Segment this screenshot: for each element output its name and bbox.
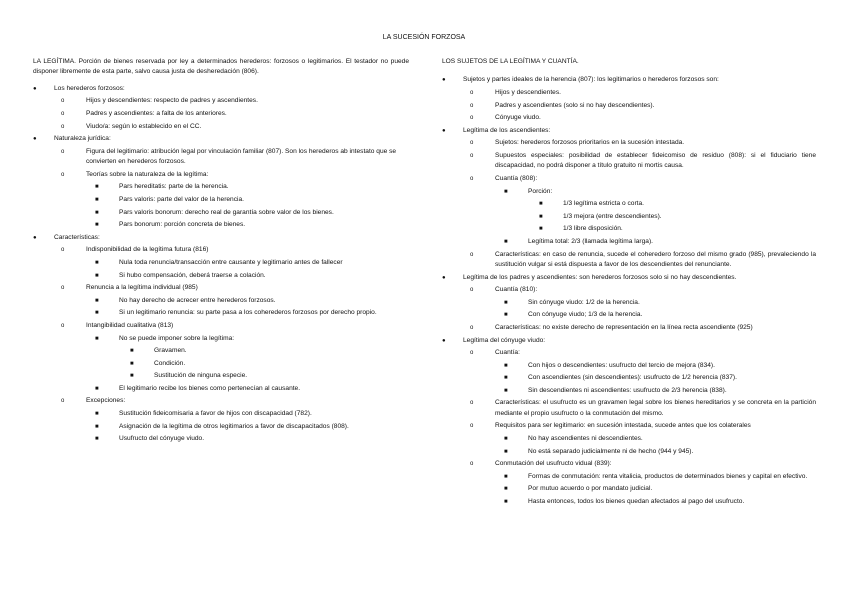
bullet-square-icon: ■: [95, 259, 99, 266]
bullet-square-icon: ■: [95, 335, 99, 342]
list-item: ■ Sustitución fideicomisaria a favor de hijos con discapacidad (782).: [33, 409, 409, 419]
left-outline: [33, 84, 409, 445]
bullet-dot-icon: ●: [442, 274, 446, 281]
list-item: ■ Porción:: [442, 187, 816, 197]
list-item: ■ Con ascendientes (sin descendientes): usufructo de 1/2 herencia (837).: [442, 373, 816, 383]
list-item: ● Legítima del cónyuge viudo:: [442, 336, 816, 346]
list-item: ■ Pars valoris: parte del valor de la herencia.: [33, 195, 409, 205]
list-item: ■ Con hijos o descendientes: usufructo del tercio de mejora (834).: [442, 361, 816, 371]
bullet-square-icon: ■: [504, 375, 508, 382]
bullet-circle-icon: o: [470, 102, 474, 109]
bullet-square-icon: ■: [539, 201, 543, 208]
list-item: ■ No hay derecho de acrecer entre herederos forzosos.: [33, 296, 409, 306]
list-item: o Viudo/a: según lo establecido en el CC.: [33, 122, 409, 132]
bullet-dot-icon: ●: [33, 85, 37, 92]
list-item: ■ Hasta entonces, todos los bienes quedan afectados al pago del usufructo.: [442, 497, 816, 507]
bullet-dot-icon: ●: [442, 127, 446, 134]
bullet-square-icon: ■: [95, 385, 99, 392]
bullet-square-icon: ■: [95, 272, 99, 279]
bullet-circle-icon: o: [470, 152, 474, 159]
list-item: o Características: en caso de renuncia, sucede el coheredero forzoso del mismo grado (985), prevaleciendo la sustitución vulgar si está dispuesta a favor de los descendientes del renunciante.: [470, 250, 816, 268]
bullet-circle-icon: o: [61, 148, 65, 155]
right-outline: [442, 75, 816, 507]
list-item: ● Legítima de los ascendientes:: [442, 126, 816, 136]
list-item: o Intangibilidad cualitativa (813): [33, 321, 409, 331]
bullet-dot-icon: ●: [442, 77, 446, 84]
list-item: o Padres y ascendientes (solo si no hay descendientes).: [442, 101, 816, 111]
bullet-square-icon: ■: [504, 499, 508, 506]
list-item: ■ Si un legitimario renuncia: su parte pasa a los coherederos forzosos por derecho propio.: [33, 308, 409, 318]
bullet-square-icon: ■: [504, 362, 508, 369]
list-item: ■ No hay ascendientes ni descendientes.: [442, 434, 816, 444]
list-item: ■ 1/3 mejora (entre descendientes).: [442, 212, 816, 222]
list-item: o Cuantía (810):: [442, 285, 816, 295]
bullet-square-icon: ■: [539, 226, 543, 233]
bullet-circle-icon: o: [61, 398, 65, 405]
bullet-circle-icon: o: [470, 115, 474, 122]
list-item: ■ No se puede imponer sobre la legítima:: [33, 334, 409, 344]
bullet-square-icon: ■: [504, 387, 508, 394]
bullet-square-icon: ■: [95, 297, 99, 304]
bullet-circle-icon: o: [470, 461, 474, 468]
list-item: ■ Sin descendientes ni ascendientes: usufructo de 2/3 herencia (838).: [442, 386, 816, 396]
list-item: o Cuantía:: [442, 348, 816, 358]
list-item: o Cónyuge viudo.: [442, 113, 816, 123]
bullet-circle-icon: o: [470, 287, 474, 294]
list-item: ■ Pars hereditatis: parte de la herencia.: [33, 182, 409, 192]
bullet-square-icon: ■: [504, 188, 508, 195]
list-item: o Indisponibilidad de la legítima futura (816): [33, 245, 409, 255]
bullet-circle-icon: o: [61, 247, 65, 254]
bullet-circle-icon: o: [61, 322, 65, 329]
section-heading: LOS SUJETOS DE LA LEGÍTIMA Y CUANTÍA.: [442, 58, 579, 65]
list-item: ■ Gravamen.: [33, 346, 409, 356]
list-item: ■ Pars bonorum: porción concreta de bienes.: [33, 220, 409, 230]
list-item: ■ Usufructo del cónyuge viudo.: [33, 434, 409, 444]
bullet-circle-icon: o: [61, 171, 65, 178]
bullet-square-icon: ■: [95, 184, 99, 191]
list-item: ● Características:: [33, 233, 409, 243]
bullet-square-icon: ■: [95, 411, 99, 418]
bullet-dot-icon: ●: [33, 234, 37, 241]
list-item: ■ El legitimario recibe los bienes como pertenecían al causante.: [33, 384, 409, 394]
list-item: o Teorías sobre la naturaleza de la legítima:: [33, 170, 409, 180]
bullet-square-icon: ■: [504, 448, 508, 455]
bullet-dot-icon: ●: [33, 136, 37, 143]
bullet-circle-icon: o: [470, 140, 474, 147]
bullet-square-icon: ■: [130, 373, 134, 380]
bullet-square-icon: ■: [130, 360, 134, 367]
list-item: ● Legítima de los padres y ascendientes: son herederos forzosos solo si no hay descendientes.: [442, 273, 816, 283]
list-item: ■ Sustitución de ninguna especie.: [33, 371, 409, 381]
bullet-square-icon: ■: [504, 312, 508, 319]
legitima-intro: LA LEGÍTIMA. Porción de bienes reservada por ley a determinados herederos: forzosos o legitimarios. El testador no puede disponer libremente de esta parte, salvo causa justa de desheredación (806).: [33, 58, 409, 76]
bullet-circle-icon: o: [470, 324, 474, 331]
list-item: o Figura del legitimario: atribución legal por vinculación familiar (807). Son los herederos ab intestato que se convierten en herederos forzosos.: [61, 147, 397, 166]
bullet-circle-icon: o: [470, 175, 474, 182]
list-item: ■ Sin cónyuge viudo: 1/2 de la herencia.: [442, 298, 816, 308]
list-item: o Cuantía (808):: [442, 174, 816, 184]
list-item: o Renuncia a la legítima individual (985): [33, 283, 409, 293]
bullet-square-icon: ■: [95, 222, 99, 229]
bullet-dot-icon: ●: [442, 337, 446, 344]
list-item: ■ Nula toda renuncia/transacción entre causante y legitimario antes de fallecer: [33, 258, 409, 268]
list-item: ■ Condición.: [33, 359, 409, 369]
bullet-square-icon: ■: [130, 348, 134, 355]
bullet-square-icon: ■: [95, 209, 99, 216]
document-title: LA SUCESIÓN FORZOSA: [382, 34, 466, 41]
bullet-square-icon: ■: [504, 486, 508, 493]
bullet-square-icon: ■: [95, 196, 99, 203]
list-item: o Conmutación del usufructo vidual (839):: [442, 459, 816, 469]
right-column: [442, 57, 816, 510]
left-column: [33, 57, 409, 447]
bullet-circle-icon: o: [470, 350, 474, 357]
bullet-square-icon: ■: [539, 213, 543, 220]
list-item: ● Naturaleza jurídica:: [33, 134, 409, 144]
list-item: o Hijos y descendientes: respecto de padres y ascendientes.: [33, 96, 409, 106]
bullet-square-icon: ■: [95, 423, 99, 430]
list-item: ■ No está separado judicialmente ni de hecho (944 y 945).: [442, 447, 816, 457]
list-item: o Características: el usufructo es un gravamen legal sobre los bienes hereditarios y se concreta en la partición mediante el propio usufructo o la conmutación del mismo.: [470, 399, 816, 417]
list-item: o Padres y ascendientes: a falta de los anteriores.: [33, 109, 409, 119]
list-item: ■ Formas de conmutación: renta vitalicia, productos de determinados bienes y capital en efectivo.: [442, 472, 816, 482]
list-item: ■ Por mutuo acuerdo o por mandato judicial.: [442, 484, 816, 494]
list-item: ● Los herederos forzosos:: [33, 84, 409, 94]
list-item: o Excepciones:: [33, 396, 409, 406]
list-item: ■ Asignación de la legítima de otros legitimarios a favor de discapacitados (808).: [33, 422, 409, 432]
list-item: ■ Legítima total: 2/3 (llamada legítima larga).: [442, 237, 816, 247]
bullet-square-icon: ■: [504, 299, 508, 306]
list-item: o Supuestos especiales: posibilidad de establecer fideicomiso de residuo (808): si el fiduciario tiene discapacidad, no podrá disponer a título gratuito ni mortis causa.: [470, 151, 816, 170]
bullet-circle-icon: o: [470, 251, 474, 258]
bullet-square-icon: ■: [95, 436, 99, 443]
bullet-square-icon: ■: [504, 436, 508, 443]
list-item: ■ Pars valoris bonorum: derecho real de garantía sobre valor de los bienes.: [33, 208, 409, 218]
bullet-circle-icon: o: [470, 423, 474, 430]
list-item: ● Sujetos y partes ideales de la herencia (807): los legitimarios o herederos forzosos son:: [442, 75, 816, 85]
list-item: ■ Con cónyuge viudo; 1/3 de la herencia.: [442, 310, 816, 320]
list-item: o Sujetos: herederos forzosos prioritarios en la sucesión intestada.: [442, 138, 816, 148]
bullet-circle-icon: o: [61, 123, 65, 130]
bullet-square-icon: ■: [504, 473, 508, 480]
bullet-circle-icon: o: [61, 285, 65, 292]
bullet-square-icon: ■: [95, 310, 99, 317]
list-item: ■ 1/3 legítima estricta o corta.: [442, 199, 816, 209]
list-item: ■ Si hubo compensación, deberá traerse a colación.: [33, 271, 409, 281]
bullet-circle-icon: o: [470, 90, 474, 96]
bullet-circle-icon: o: [470, 400, 474, 407]
list-item: ■ 1/3 libre disposición.: [442, 224, 816, 234]
list-item: o Características: no existe derecho de representación en la línea recta ascendiente (925): [442, 323, 816, 333]
bullet-square-icon: ■: [504, 238, 508, 245]
bullet-circle-icon: o: [61, 98, 65, 105]
list-item: o Hijos y descendientes.: [442, 88, 816, 98]
list-item: o Requisitos para ser legitimario: en sucesión intestada, sucede antes que los colaterales: [442, 421, 816, 431]
bullet-circle-icon: o: [61, 111, 65, 117]
